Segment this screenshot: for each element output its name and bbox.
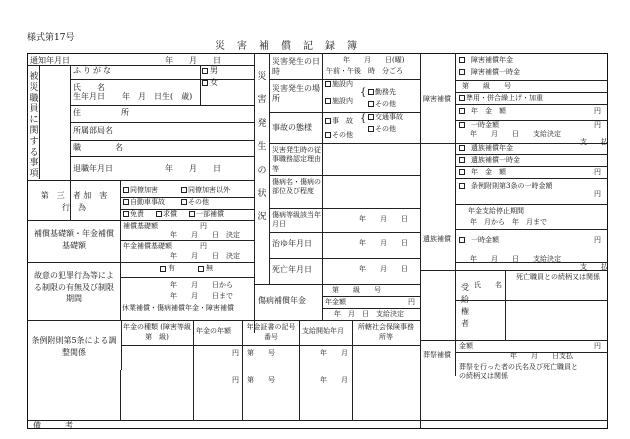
funeral-pay: 年 月 日支払 xyxy=(510,352,573,360)
row2-num: 第 号 xyxy=(247,376,275,384)
opt-partial-checkbox[interactable] xyxy=(189,211,195,217)
art3-checkbox[interactable] xyxy=(459,183,465,189)
s-lumpamt-checkbox[interactable] xyxy=(459,237,465,243)
traffic-checkbox[interactable] xyxy=(368,114,374,120)
opt-exempt-label: 免責 xyxy=(130,210,144,218)
dept-label: 所属部局名 xyxy=(73,126,113,135)
aspect-other-label: その他 xyxy=(332,131,353,139)
s-lump-label: 遺族補償一時金 xyxy=(471,156,520,164)
opt-etc-checkbox[interactable] xyxy=(181,199,187,205)
d-annuity-checkbox[interactable] xyxy=(459,57,465,63)
notify-date-value: 年 月 日 xyxy=(165,56,221,65)
opt-claim-label: 求償 xyxy=(163,210,177,218)
furigana-label: ふりがな xyxy=(73,66,113,75)
opt-car-checkbox[interactable] xyxy=(123,199,129,205)
accident-other-label: その他 xyxy=(375,125,396,133)
form-number: 様式第17号 xyxy=(27,33,75,43)
heal-value: 年 月 日 xyxy=(359,239,408,247)
annuity-base-label: 年金補償基礎額 xyxy=(123,242,172,250)
crime-exists-label: 有 xyxy=(168,264,175,272)
art3-yen: 円 xyxy=(594,190,601,198)
d-lump-checkbox[interactable] xyxy=(459,69,465,75)
col-office: 所轄社会保険事務所等 xyxy=(358,323,414,341)
d-annual-checkbox[interactable] xyxy=(459,108,465,114)
death-label: 死亡年月日 xyxy=(272,265,312,274)
d-lumpamt-yen: 円 xyxy=(594,121,601,129)
d-pay: 支 払 xyxy=(580,138,608,146)
in-facility-checkbox[interactable] xyxy=(325,81,331,87)
crime-none-checkbox[interactable] xyxy=(198,266,204,272)
opt-other-checkbox[interactable] xyxy=(181,187,187,193)
col-start: 支給開始年月 xyxy=(302,327,344,335)
recipient-name-label: 氏 名 xyxy=(474,281,502,289)
base-amount-yen: 円 xyxy=(200,222,207,230)
male-label: 男 xyxy=(210,66,218,75)
place-other-label: その他 xyxy=(375,100,396,108)
s-annual-checkbox[interactable] xyxy=(459,169,465,175)
accident-checkbox[interactable] xyxy=(325,118,331,124)
injury-annuity-yen: 円 xyxy=(408,298,415,306)
female-checkbox[interactable] xyxy=(202,80,208,86)
art5-label: 条例附則第5条による調整関係 xyxy=(31,336,117,357)
art3-label: 条例附則第3条の一時金額 xyxy=(471,182,553,190)
d-lumpamt-checkbox[interactable] xyxy=(459,122,465,128)
out-facility-checkbox[interactable] xyxy=(325,98,331,104)
traffic-label: 交通事故 xyxy=(375,113,403,121)
row1-ym: 年 月 xyxy=(320,349,348,357)
s-lumpamt-yen: 円 xyxy=(594,236,601,244)
col-cert: 年金証書の記号番号 xyxy=(246,323,296,341)
injury-label: 傷病名・傷病の部位及び程度 xyxy=(272,178,321,196)
opt-same-checkbox[interactable] xyxy=(123,187,129,193)
funeral-yen: 円 xyxy=(594,342,601,350)
s-paydec: 年 月 日 支給決定 xyxy=(470,255,561,263)
d-annuity-label: 障害補償年金 xyxy=(471,56,513,64)
recipient-label: 受給権者 xyxy=(461,283,469,328)
death-value: 年 月 日 xyxy=(359,265,408,273)
retire-date-value: 年 月 日 xyxy=(165,164,221,173)
disability-label: 障害補償 xyxy=(423,95,451,103)
base-pay-label: 補償基礎額・年金補償基礎額 xyxy=(34,229,114,250)
accident-brace: { xyxy=(360,113,367,124)
disaster-situation-label: 災害発生の状況 xyxy=(257,72,267,223)
row1-num: 第 号 xyxy=(247,349,275,357)
occ-time-value: 午前・午後 時 分ごろ xyxy=(326,67,403,75)
s-annuity-checkbox[interactable] xyxy=(459,145,465,151)
funeral-amount-label: 金額 xyxy=(459,342,473,350)
diagnose-value: 年 月 日 xyxy=(359,215,408,223)
heal-label: 治ゆ年月日 xyxy=(272,239,312,248)
s-annuity-label: 遺族補償年金 xyxy=(471,144,513,152)
injury-annuity-label: 傷病補償年金 xyxy=(258,296,306,305)
d-grade: 第 級 号 xyxy=(462,82,511,90)
opt-other-label: 同僚加害以外 xyxy=(188,186,230,194)
suspension-label: 年金支給停止期間 xyxy=(468,207,524,215)
row1-yen: 円 xyxy=(232,349,239,357)
remarks-label: 備 考 xyxy=(33,421,73,430)
base-amount-decided: 年 月 日 決定 xyxy=(170,231,240,239)
d-annual-yen: 円 xyxy=(594,107,601,115)
out-facility-label: 施設内 xyxy=(332,97,353,105)
funeral-label: 葬祭補償 xyxy=(423,351,451,359)
d-lumpamt-label: 一時金額 xyxy=(471,121,499,129)
opt-partial-label: 一部補償 xyxy=(196,210,224,218)
victim-section-label: 被災職員に関する事項 xyxy=(29,72,39,180)
concur-label: 準用・併合繰上げ・加重 xyxy=(466,94,543,102)
opt-exempt-checkbox[interactable] xyxy=(123,211,129,217)
concur-checkbox[interactable] xyxy=(459,95,465,101)
occ-date-value: 年 月 日(曜) xyxy=(343,56,405,64)
birth-value: 年 月 日生( 歳) xyxy=(122,92,193,101)
limit-from: 年 月 日から xyxy=(170,281,233,289)
commute-label: 勤務先 xyxy=(375,88,396,96)
judge-label: 災害発生時の従事職務認定理由等 xyxy=(272,146,321,173)
row2-yen: 円 xyxy=(232,376,239,384)
injury-annuity-paid: 年 月 日 支給決定 xyxy=(334,310,404,318)
annuity-base-decided: 年 月 日 決定 xyxy=(170,252,240,260)
place-brace: { xyxy=(360,87,367,98)
accident-aspect-label: 事故の態様 xyxy=(272,123,312,132)
occ-place-label: 災害発生の場所 xyxy=(272,84,320,104)
male-checkbox[interactable] xyxy=(202,68,208,74)
base-amount-label: 補償基礎額 xyxy=(123,222,158,230)
crime-none-label: 無 xyxy=(206,264,213,272)
limit-until: 年 月 日まで xyxy=(170,292,233,300)
s-lump-checkbox[interactable] xyxy=(459,157,465,163)
name-label: 氏 名 xyxy=(73,83,105,92)
opt-same-label: 同僚加害 xyxy=(130,186,158,194)
in-facility-label: 施設内 xyxy=(332,80,353,88)
address-label: 住 所 xyxy=(73,108,137,117)
third-party-label: 第 三 者 加 害 行 為 xyxy=(40,191,116,212)
col-amount: 年金の年額 xyxy=(196,327,231,335)
crime-exists-checkbox[interactable] xyxy=(160,266,166,272)
s-annual-yen: 円 xyxy=(594,168,601,176)
d-lump-label: 障害補償一時金 xyxy=(471,68,520,76)
injury-annuity-grade: 第 級 号 xyxy=(332,286,381,294)
diagnose-label: 傷病等級該当年月日 xyxy=(272,211,321,229)
birth-label: 生年月日 xyxy=(73,92,105,101)
form-title: 災 害 補 償 記 録 簿 xyxy=(215,41,358,52)
crime-limit-label: 故意の犯罪行為等による制限の有無及び制限期間 xyxy=(34,271,114,304)
notify-date-label: 通知年月日 xyxy=(30,56,70,65)
accident-label: 事 故 xyxy=(332,117,353,125)
retire-date-label: 退職年月日 xyxy=(73,164,113,173)
opt-claim-checkbox[interactable] xyxy=(156,211,162,217)
s-pay: 支 払 xyxy=(580,263,608,271)
funeral-person-label: 葬祭を行った者の氏名及び死亡職員との続柄又は関係 xyxy=(459,363,578,381)
injury-annuity-amount-label: 年金額 xyxy=(325,298,346,306)
job-label: 職 名 xyxy=(73,143,129,152)
limit-options: 休業補償・傷病補償年金・障害補償 xyxy=(122,304,234,312)
annuity-base-yen: 円 xyxy=(200,242,207,250)
occ-date-label: 災害発生の日時 xyxy=(272,57,320,77)
opt-etc-label: その他 xyxy=(188,198,209,206)
commute-checkbox[interactable] xyxy=(368,89,374,95)
place-other-checkbox[interactable] xyxy=(368,101,374,107)
accident-other-checkbox[interactable] xyxy=(368,126,374,132)
female-label: 女 xyxy=(210,78,218,87)
row2-ym: 年 月 xyxy=(320,376,348,384)
d-paydec: 年 月 日 支給決定 xyxy=(470,130,561,138)
s-annual-label: 年 金 額 xyxy=(471,168,506,176)
s-lumpamt-label: 一時金額 xyxy=(471,236,499,244)
survivor-label: 遺族補償 xyxy=(423,235,451,243)
recipient-relation-label: 死亡職員との続柄又は関係 xyxy=(516,273,600,281)
suspension-period: 年 月から 年 月まで xyxy=(470,218,547,226)
aspect-other-checkbox[interactable] xyxy=(325,132,331,138)
opt-car-label: 自動車事故 xyxy=(130,198,165,206)
col-kind: 年金の種類 (障害等級第 級) xyxy=(123,323,191,341)
d-annual-label: 年 金 額 xyxy=(471,107,506,115)
